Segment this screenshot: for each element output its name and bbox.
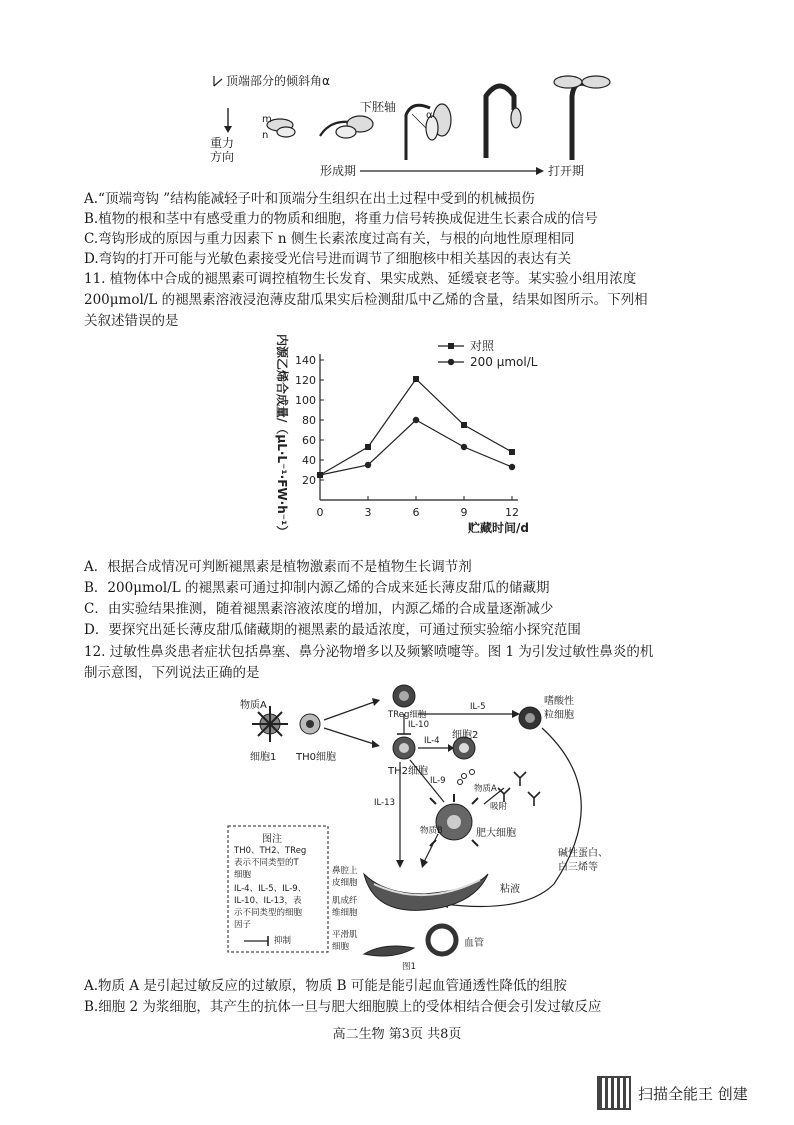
eosinophil-label-1: 嗜酸性: [544, 696, 574, 707]
chart-ylabel: 内源乙烯合成量/（μL·L⁻¹·FW·h⁻¹）: [275, 334, 289, 538]
legend-inhibit-label: 抑制: [274, 936, 292, 946]
legend-line-2: 表示不同类型的T: [234, 858, 299, 868]
il4-label: IL-4: [424, 736, 440, 746]
chart-xlabel: 贮藏时间/d: [468, 521, 529, 535]
legend-marker: [448, 359, 454, 365]
data-point: [413, 417, 419, 423]
x-tick-label: 12: [505, 506, 519, 519]
data-point: [509, 464, 515, 470]
q12-option-a: A.物质 A 是引起过敏反应的过敏原，物质 B 可能是能引起血管通透性降低的组胺: [84, 978, 567, 994]
fibro-label-2: 维细胞: [332, 908, 358, 918]
gravity-label-2: 方向: [210, 150, 235, 164]
substance-a-label: 物质A: [240, 700, 267, 711]
data-point: [509, 449, 515, 455]
il13-label: IL-13: [374, 798, 395, 808]
q11-option-c: C．由实验结果推测，随着褪黑素溶液浓度的增加，内源乙烯的合成量逐渐减少: [84, 601, 554, 617]
seedling-stage-4: [486, 86, 514, 158]
legend-line-1: TH0、TH2、TReg: [234, 846, 307, 856]
il9-label: IL-9: [430, 776, 446, 786]
legend-title: 图注: [262, 834, 282, 845]
legend-line-6: 示不同类型的细胞: [234, 908, 303, 918]
legend-line-7: 因子: [234, 920, 252, 930]
y-tick-label: 120: [295, 374, 316, 387]
y-tick-label: 140: [295, 354, 316, 367]
legend-marker: [448, 343, 454, 349]
smooth-label-2: 细胞: [332, 942, 350, 952]
legend-line-5: IL-10、IL-13，表: [234, 896, 302, 906]
data-point: [413, 376, 419, 382]
data-point: [461, 444, 467, 450]
il5-label: IL-5: [470, 702, 486, 712]
q11-option-d: D．要探究出延长薄皮甜瓜储藏期的褪黑素的最适浓度，可通过预实验缩小探究范围: [84, 622, 581, 638]
page-footer: 高二生物 第3页 共8页: [332, 1027, 462, 1042]
legend-line-4: IL-4、IL-5、IL-9、: [234, 884, 307, 894]
data-point: [461, 422, 467, 428]
y-tick-label: 20: [302, 474, 316, 487]
nasal-label-1: 鼻腔上: [332, 866, 358, 876]
opening-label: 打开期: [548, 164, 585, 178]
substance-b-label: 物质B: [420, 826, 443, 836]
q11-stem-line-3: 关叙述错误的是: [84, 313, 179, 329]
q10-option-b: B.植物的根和茎中有感受重力的物质和细胞，将重力信号转换成促进生长素合成的信号: [84, 211, 598, 227]
mast-cell-label: 肥大细胞: [476, 828, 516, 839]
legend-label: 200 μmol/L: [470, 355, 538, 369]
q12-stem-line-2: 制示意图，下列说法正确的是: [84, 665, 260, 681]
cell-1-icon: [252, 706, 288, 742]
antibody-icon: [514, 772, 526, 786]
data-point: [365, 462, 371, 468]
legend-line-3: 细胞: [234, 870, 252, 880]
smooth-muscle-icon: [364, 946, 414, 956]
cell-2-label: 细胞2: [452, 730, 479, 741]
th2-label: TH2细胞: [388, 766, 428, 777]
figure-1-caption: 图1: [402, 962, 416, 972]
blood-vessel-icon: [428, 926, 456, 954]
legend-label: 对照: [470, 339, 495, 353]
th0-label: TH0细胞: [296, 752, 336, 763]
il10-label: IL-10: [408, 720, 429, 730]
ethylene-chart-svg: [268, 322, 568, 552]
y-tick-label: 100: [295, 394, 316, 407]
q11-stem-line-1: 11. 植物体中合成的褪黑素可调控植物生长发育、果实成熟、延缓衰老等。某实验小组用浓度: [84, 271, 637, 287]
data-point: [365, 444, 371, 450]
watermark-text: 扫描全能王 创建: [638, 1085, 748, 1103]
cell-1-label: 细胞1: [250, 752, 277, 763]
angle-label: 顶端部分的倾斜角α: [226, 74, 330, 88]
x-tick-label: 6: [412, 506, 420, 519]
treg-label: TReg细胞: [388, 710, 427, 720]
gravity-label-1: 重力: [210, 136, 235, 150]
m-label: m: [262, 114, 272, 125]
ethylene-chart: [268, 322, 568, 552]
adsorb-label: 吸附: [490, 802, 508, 812]
n-label: n: [262, 130, 269, 141]
x-tick-label: 9: [460, 506, 468, 519]
q11-option-b: B．200μmol/L 的褪黑素可通过抑制内源乙烯的合成来延长薄皮甜瓜的储藏期: [84, 580, 550, 596]
y-tick-label: 40: [302, 454, 316, 467]
y-tick-label: 80: [302, 414, 316, 427]
eosinophil-label-2: 粒细胞: [544, 710, 574, 721]
q10-option-d: D.弯钩的打开可能与光敏色素接受光信号进而调节了细胞核中相关基因的表达有关: [84, 251, 572, 267]
q10-option-c: C.弯钩形成的原因与重力因素下 n 侧生长素浓度过高有关，与根的向地性原理相同: [84, 231, 575, 247]
qr-code-icon: [597, 1076, 631, 1110]
q11-option-a: A．根据合成情况可判断褪黑素是植物激素而不是植物生长调节剂: [84, 559, 472, 575]
data-point: [317, 472, 323, 478]
q10-option-a: A.“顶端弯钩 ”结构能减轻子叶和顶端分生组织在出土过程中受到的机械损伤: [84, 191, 535, 207]
hypocotyl-label: 下胚轴: [360, 100, 397, 114]
vessel-label: 血管: [464, 938, 484, 949]
smooth-label-1: 平滑肌: [332, 930, 358, 940]
basic-protein-label-2: 白三烯等: [558, 862, 598, 873]
q12-option-b: B.细胞 2 为浆细胞，其产生的抗体一旦与肥大细胞膜上的受体相结合便会引发过敏反应: [84, 999, 602, 1015]
substance-a2-label: 物质A: [474, 784, 497, 794]
basic-protein-label-1: 碱性蛋白、: [558, 848, 608, 859]
forming-label: 形成期: [320, 164, 357, 178]
x-tick-label: 0: [316, 506, 324, 519]
q11-stem-line-2: 200μmol/L 的褪黑素溶液浸泡薄皮甜瓜果实后检测甜瓜中乙烯的含量，结果如图所示。下列相: [84, 292, 648, 308]
fibro-label-1: 肌成纤: [332, 896, 358, 906]
hook-figure: [200, 70, 620, 182]
series-line-2: [320, 420, 512, 475]
q12-stem-line-1: 12. 过敏性鼻炎患者症状包括鼻塞、鼻分泌物增多以及频繁喷嚏等。图 1 为引发过敏性鼻炎的机: [84, 644, 654, 660]
alpha-label: α: [426, 110, 433, 121]
y-tick-label: 60: [302, 434, 316, 447]
nasal-label-2: 皮细胞: [332, 878, 358, 888]
nasal-epithelium-icon: [364, 874, 488, 910]
mucus-label: 粘液: [500, 884, 520, 895]
series-line-1: [320, 379, 512, 475]
figure-1: [224, 684, 624, 976]
x-tick-label: 3: [364, 506, 372, 519]
seedling-stage-5: [572, 83, 586, 160]
